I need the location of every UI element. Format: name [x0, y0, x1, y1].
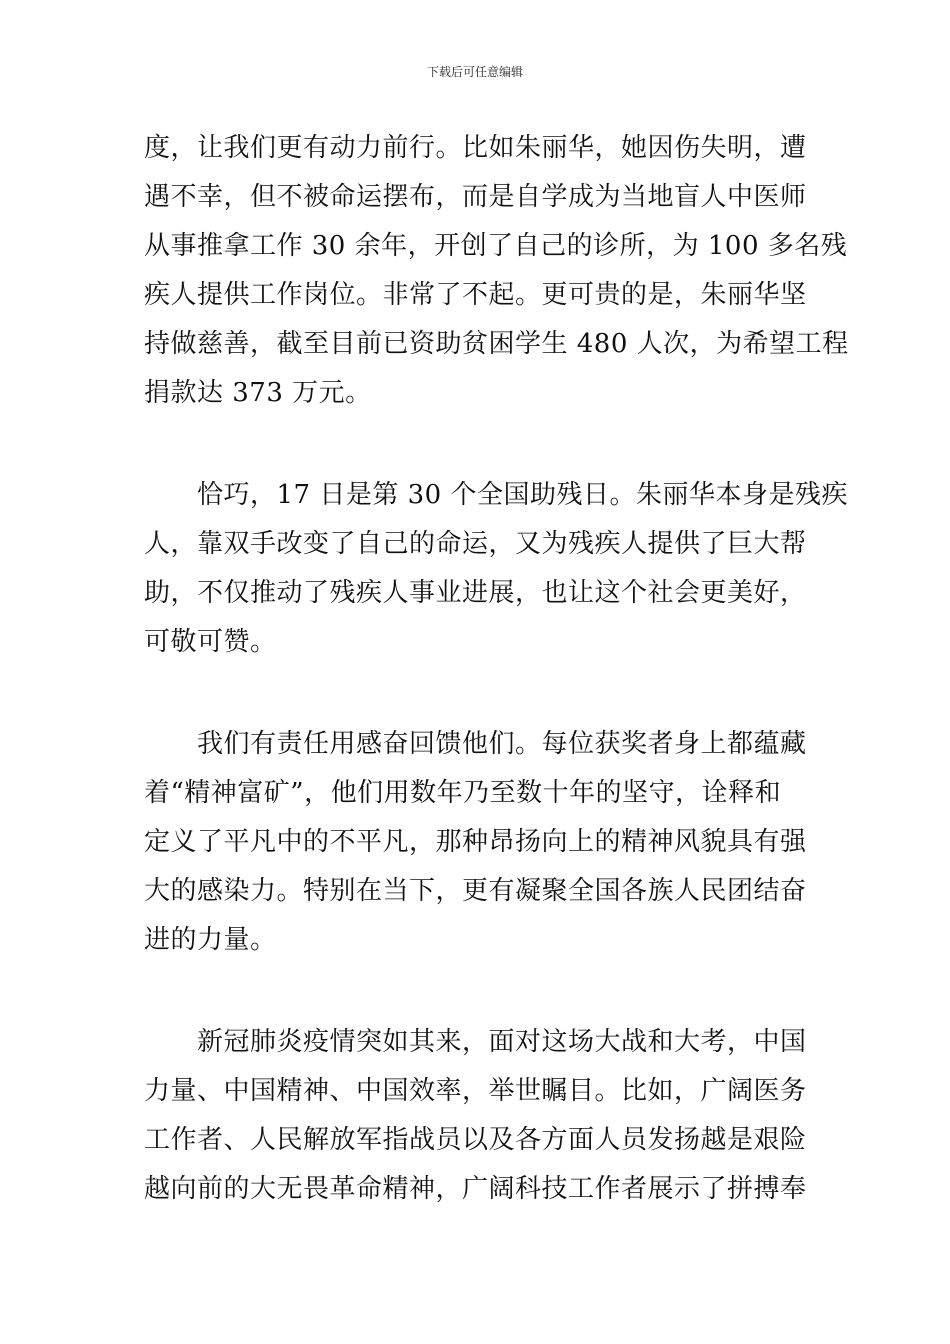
text-line: 捐款达 373 万元。 [144, 378, 372, 408]
text-line: 越向前的大无畏革命精神，广阔科技工作者展示了拼搏奉 [144, 1174, 807, 1204]
text-line: 定义了平凡中的不平凡，那种昂扬向上的精神风貌具有强 [144, 827, 807, 857]
paragraph-3 [144, 720, 806, 965]
paragraph-1 [144, 124, 849, 418]
text-line: 大的感染力。特别在当下，更有凝聚全国各族人民团结奋 [144, 876, 807, 906]
page-header-note: 下载后可任意编辑 [426, 65, 523, 79]
text-line: 人，靠双手改变了自己的命运，又为残疾人提供了巨大帮 [144, 529, 807, 559]
text-line: 工作者、人民解放军指战员以及各方面人员发扬越是艰险 [144, 1125, 807, 1155]
paragraph-4 [144, 1018, 806, 1214]
text-line: 力量、中国精神、中国效率，举世瞩目。比如，广阔医务 [144, 1076, 807, 1106]
text-line: 恰巧，17 日是第 30 个全国助残日。朱丽华本身是残疾 [197, 480, 848, 510]
text-line: 着“精神富矿”，他们用数年乃至数十年的坚守，诠释和 [144, 778, 782, 808]
text-line: 进的力量。 [144, 925, 277, 955]
document-body [144, 124, 849, 1214]
paragraph-2 [144, 471, 848, 667]
text-line: 可敬可赞。 [144, 627, 277, 657]
text-line: 助，不仅推动了残疾人事业进展，也让这个社会更美好， [144, 578, 807, 608]
text-line: 疾人提供工作岗位。非常了不起。更可贵的是，朱丽华坚 [144, 280, 807, 310]
text-line: 从事推拿工作 30 余年，开创了自己的诊所，为 100 多名残 [144, 231, 848, 261]
text-line: 持做慈善，截至目前已资助贫困学生 480 人次，为希望工程 [144, 329, 849, 359]
text-line: 遇不幸，但不被命运摆布，而是自学成为当地盲人中医师 [144, 182, 807, 212]
text-line: 度，让我们更有动力前行。比如朱丽华，她因伤失明，遭 [144, 133, 807, 163]
text-line: 新冠肺炎疫情突如其来，面对这场大战和大考，中国 [197, 1027, 807, 1057]
text-line: 我们有责任用感奋回馈他们。每位获奖者身上都蕴藏 [197, 729, 807, 759]
